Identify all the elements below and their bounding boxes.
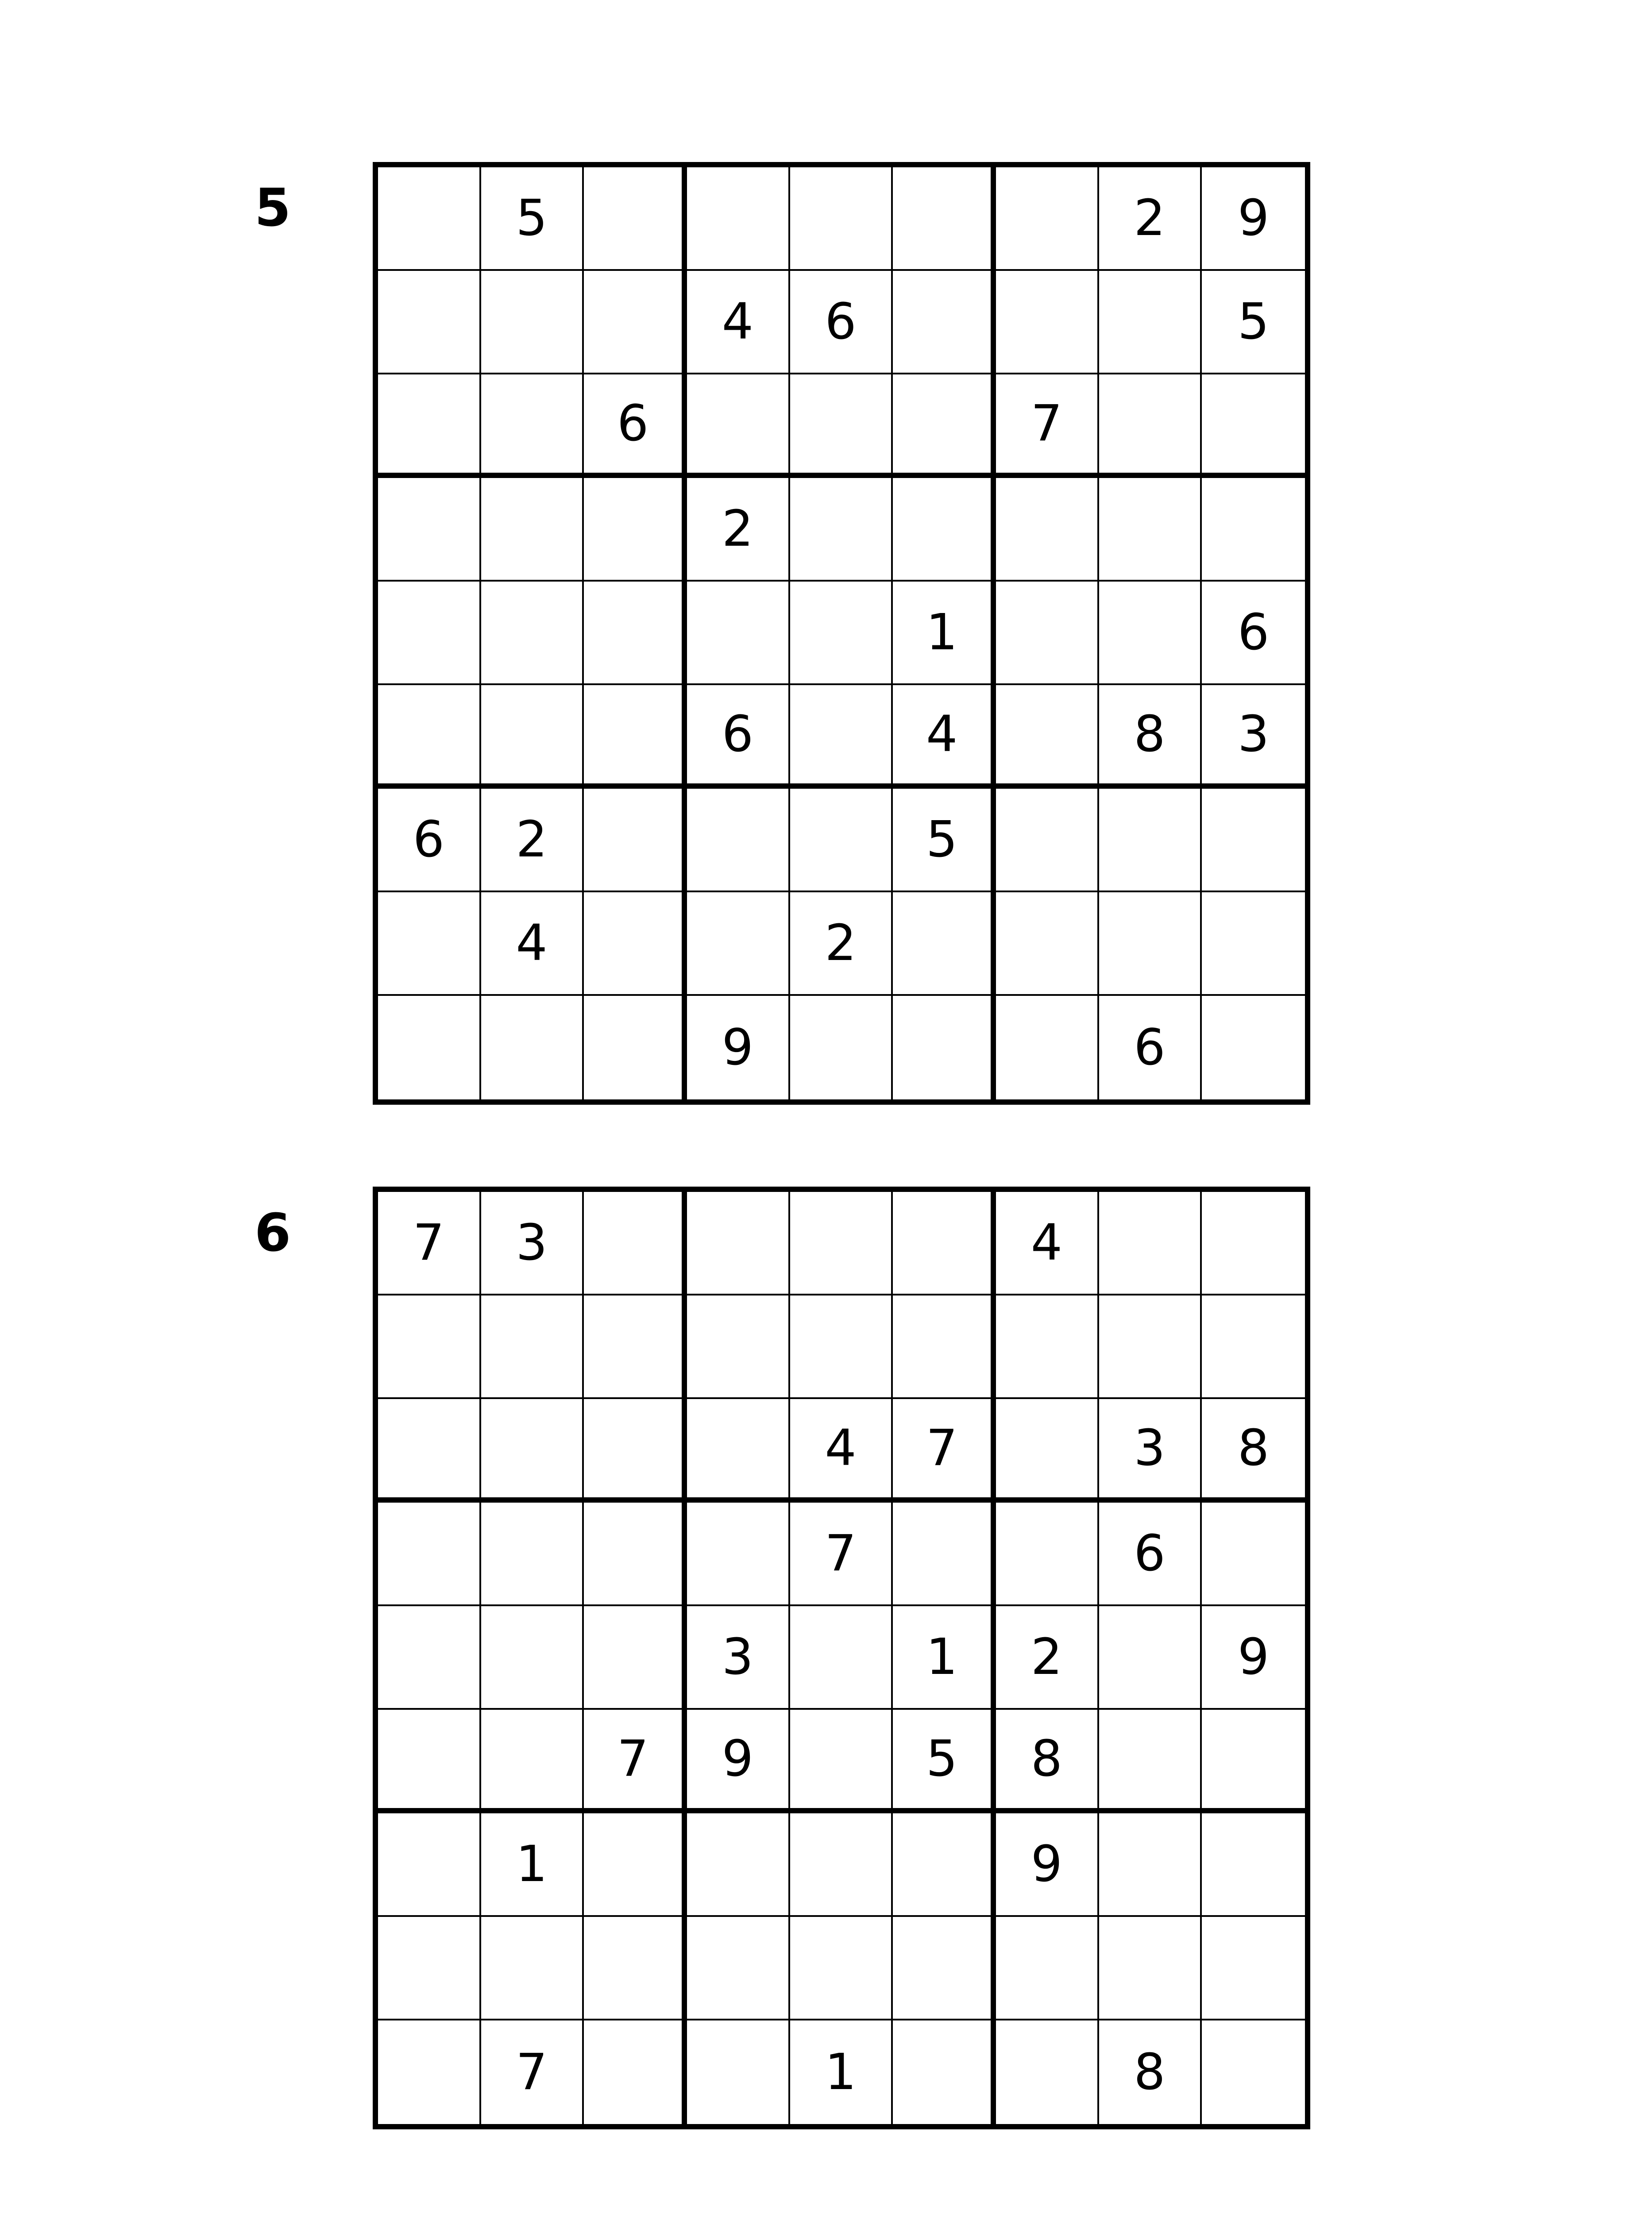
- sudoku-cell[interactable]: [790, 582, 893, 685]
- sudoku-cell[interactable]: 3: [1202, 685, 1305, 789]
- sudoku-cell[interactable]: [996, 478, 1099, 582]
- sudoku-cell[interactable]: 1: [790, 2020, 893, 2124]
- sudoku-cell[interactable]: [996, 1295, 1099, 1399]
- sudoku-cell[interactable]: [996, 1399, 1099, 1503]
- sudoku-cell[interactable]: 1: [481, 1813, 584, 1917]
- sudoku-cell[interactable]: [378, 1917, 481, 2020]
- sudoku-cell[interactable]: [378, 582, 481, 685]
- sudoku-cell[interactable]: [893, 996, 996, 1099]
- sudoku-cell[interactable]: [893, 1192, 996, 1295]
- sudoku-cell[interactable]: 2: [1099, 167, 1202, 271]
- sudoku-cell[interactable]: [481, 1606, 584, 1710]
- sudoku-cell[interactable]: [996, 271, 1099, 374]
- sudoku-cell[interactable]: [481, 685, 584, 789]
- sudoku-cell[interactable]: [893, 271, 996, 374]
- sudoku-cell[interactable]: [378, 1399, 481, 1503]
- sudoku-cell[interactable]: [996, 892, 1099, 996]
- sudoku-cell[interactable]: [996, 582, 1099, 685]
- sudoku-cell[interactable]: [1202, 996, 1305, 1099]
- sudoku-cell[interactable]: [893, 1917, 996, 2020]
- sudoku-cell[interactable]: [893, 2020, 996, 2124]
- sudoku-cell[interactable]: [893, 1295, 996, 1399]
- sudoku-cell[interactable]: [378, 1503, 481, 1606]
- sudoku-cell[interactable]: 2: [790, 892, 893, 996]
- sudoku-cell[interactable]: [790, 478, 893, 582]
- sudoku-cell[interactable]: 9: [1202, 1606, 1305, 1710]
- sudoku-cell[interactable]: 9: [687, 996, 790, 1099]
- sudoku-cell[interactable]: [481, 996, 584, 1099]
- sudoku-cell[interactable]: [790, 1192, 893, 1295]
- sudoku-cell[interactable]: [378, 271, 481, 374]
- sudoku-cell[interactable]: [481, 271, 584, 374]
- sudoku-cell[interactable]: 7: [584, 1710, 687, 1813]
- sudoku-cell[interactable]: [1099, 582, 1202, 685]
- sudoku-cell[interactable]: [893, 892, 996, 996]
- sudoku-cell[interactable]: [687, 1192, 790, 1295]
- sudoku-cell[interactable]: [687, 1917, 790, 2020]
- sudoku-cell[interactable]: [378, 1710, 481, 1813]
- sudoku-cell[interactable]: [790, 1710, 893, 1813]
- sudoku-cell[interactable]: 2: [687, 478, 790, 582]
- sudoku-cell[interactable]: 5: [893, 789, 996, 892]
- sudoku-cell[interactable]: 9: [996, 1813, 1099, 1917]
- sudoku-cell[interactable]: [584, 271, 687, 374]
- sudoku-cell[interactable]: [584, 1192, 687, 1295]
- sudoku-cell[interactable]: [378, 996, 481, 1099]
- sudoku-cell[interactable]: [1202, 1503, 1305, 1606]
- sudoku-cell[interactable]: 6: [1099, 1503, 1202, 1606]
- sudoku-cell[interactable]: [481, 1295, 584, 1399]
- puzzle-number: 6: [255, 1202, 291, 1263]
- sudoku-cell[interactable]: [481, 1710, 584, 1813]
- sudoku-cell[interactable]: [687, 2020, 790, 2124]
- sudoku-cell[interactable]: [378, 892, 481, 996]
- sudoku-cell[interactable]: 7: [790, 1503, 893, 1606]
- sudoku-cell[interactable]: [584, 478, 687, 582]
- sudoku-cell[interactable]: 6: [1099, 996, 1202, 1099]
- sudoku-cell[interactable]: [687, 582, 790, 685]
- sudoku-cell[interactable]: [1202, 374, 1305, 478]
- sudoku-cell[interactable]: 9: [1202, 167, 1305, 271]
- sudoku-cell[interactable]: 2: [481, 789, 584, 892]
- sudoku-cell[interactable]: [1202, 1295, 1305, 1399]
- sudoku-cell[interactable]: 3: [687, 1606, 790, 1710]
- sudoku-cell[interactable]: 6: [790, 271, 893, 374]
- sudoku-cell[interactable]: 4: [687, 271, 790, 374]
- sudoku-cell[interactable]: 5: [481, 167, 584, 271]
- sudoku-cell[interactable]: 4: [481, 892, 584, 996]
- sudoku-cell[interactable]: [790, 1813, 893, 1917]
- sudoku-cell[interactable]: 6: [1202, 582, 1305, 685]
- sudoku-cell[interactable]: [481, 582, 584, 685]
- sudoku-cell[interactable]: [481, 1917, 584, 2020]
- sudoku-cell[interactable]: [1099, 271, 1202, 374]
- sudoku-cell[interactable]: [378, 374, 481, 478]
- sudoku-cell[interactable]: [790, 996, 893, 1099]
- sudoku-cell[interactable]: [1099, 1606, 1202, 1710]
- sudoku-cell[interactable]: [378, 1606, 481, 1710]
- sudoku-cell[interactable]: [378, 1295, 481, 1399]
- sudoku-cell[interactable]: [584, 167, 687, 271]
- sudoku-cell[interactable]: [893, 167, 996, 271]
- sudoku-cell[interactable]: [584, 1399, 687, 1503]
- sudoku-cell[interactable]: [790, 167, 893, 271]
- sudoku-cell[interactable]: [1202, 1917, 1305, 2020]
- sudoku-cell[interactable]: [584, 685, 687, 789]
- sudoku-cell[interactable]: [1202, 789, 1305, 892]
- sudoku-cell[interactable]: [1099, 1295, 1202, 1399]
- sudoku-cell[interactable]: [790, 685, 893, 789]
- sudoku-cell[interactable]: [1202, 478, 1305, 582]
- sudoku-cell[interactable]: [584, 1813, 687, 1917]
- sudoku-cell[interactable]: [378, 167, 481, 271]
- sudoku-cell[interactable]: 4: [893, 685, 996, 789]
- sudoku-cell[interactable]: [584, 789, 687, 892]
- sudoku-cell[interactable]: 6: [378, 789, 481, 892]
- sudoku-cell[interactable]: [1099, 789, 1202, 892]
- sudoku-cell[interactable]: [996, 2020, 1099, 2124]
- sudoku-cell[interactable]: [996, 685, 1099, 789]
- sudoku-cell[interactable]: [893, 478, 996, 582]
- sudoku-cell[interactable]: [687, 1813, 790, 1917]
- sudoku-cell[interactable]: [378, 2020, 481, 2124]
- sudoku-cell[interactable]: [481, 1503, 584, 1606]
- sudoku-cell[interactable]: 7: [378, 1192, 481, 1295]
- sudoku-cell[interactable]: 8: [1202, 1399, 1305, 1503]
- sudoku-cell[interactable]: [790, 789, 893, 892]
- sudoku-cell[interactable]: [584, 892, 687, 996]
- sudoku-cell[interactable]: 6: [584, 374, 687, 478]
- puzzle-number: 5: [255, 177, 291, 238]
- sudoku-cell[interactable]: [584, 1295, 687, 1399]
- sudoku-cell[interactable]: [1099, 1917, 1202, 2020]
- sudoku-board: [373, 1187, 1310, 2129]
- sudoku-cell[interactable]: [584, 1917, 687, 2020]
- sudoku-cell[interactable]: 2: [996, 1606, 1099, 1710]
- sudoku-cell[interactable]: [1099, 374, 1202, 478]
- sudoku-cell[interactable]: [996, 167, 1099, 271]
- sudoku-cell[interactable]: [1202, 1710, 1305, 1813]
- sudoku-cell[interactable]: [1099, 1710, 1202, 1813]
- sudoku-cell[interactable]: [584, 1606, 687, 1710]
- sudoku-cell[interactable]: [687, 892, 790, 996]
- sudoku-cell[interactable]: 8: [1099, 685, 1202, 789]
- sudoku-cell[interactable]: 4: [790, 1399, 893, 1503]
- sudoku-cell[interactable]: [584, 582, 687, 685]
- sudoku-cell[interactable]: 8: [996, 1710, 1099, 1813]
- sudoku-cell[interactable]: [584, 1503, 687, 1606]
- sudoku-cell[interactable]: [687, 789, 790, 892]
- sudoku-cell[interactable]: [996, 996, 1099, 1099]
- sudoku-cell[interactable]: [378, 685, 481, 789]
- sudoku-cell[interactable]: [1099, 892, 1202, 996]
- sudoku-cell[interactable]: [1202, 892, 1305, 996]
- sudoku-cell[interactable]: 3: [481, 1192, 584, 1295]
- sudoku-cell[interactable]: 8: [1099, 2020, 1202, 2124]
- sudoku-cell[interactable]: [1099, 478, 1202, 582]
- sudoku-cell[interactable]: [687, 1503, 790, 1606]
- sudoku-cell[interactable]: [481, 478, 584, 582]
- sudoku-cell[interactable]: [584, 2020, 687, 2124]
- sudoku-board: [373, 162, 1310, 1105]
- sudoku-cell[interactable]: 7: [996, 374, 1099, 478]
- sudoku-cell[interactable]: 4: [996, 1192, 1099, 1295]
- sudoku-cell[interactable]: [481, 1399, 584, 1503]
- sudoku-cell[interactable]: [790, 1917, 893, 2020]
- sudoku-cell[interactable]: 5: [1202, 271, 1305, 374]
- sudoku-cell[interactable]: [893, 1813, 996, 1917]
- sudoku-cell[interactable]: [790, 1606, 893, 1710]
- sudoku-cell[interactable]: [996, 789, 1099, 892]
- sudoku-cell[interactable]: 7: [481, 2020, 584, 2124]
- sudoku-cell[interactable]: [790, 374, 893, 478]
- sudoku-cell[interactable]: [790, 1295, 893, 1399]
- sudoku-cell[interactable]: [1202, 1813, 1305, 1917]
- sudoku-cell[interactable]: [1202, 1192, 1305, 1295]
- sudoku-cell[interactable]: [584, 996, 687, 1099]
- sudoku-cell[interactable]: [687, 167, 790, 271]
- sudoku-cell[interactable]: [687, 374, 790, 478]
- sudoku-cell[interactable]: [996, 1503, 1099, 1606]
- sudoku-cell[interactable]: 6: [687, 685, 790, 789]
- sudoku-cell[interactable]: [378, 478, 481, 582]
- sudoku-cell[interactable]: [996, 1917, 1099, 2020]
- sudoku-cell[interactable]: 3: [1099, 1399, 1202, 1503]
- sudoku-cell[interactable]: [893, 1503, 996, 1606]
- sudoku-cell[interactable]: 7: [893, 1399, 996, 1503]
- sudoku-cell[interactable]: 9: [687, 1710, 790, 1813]
- sudoku-cell[interactable]: [687, 1399, 790, 1503]
- sudoku-cell[interactable]: [1202, 2020, 1305, 2124]
- sudoku-cell[interactable]: [378, 1813, 481, 1917]
- sudoku-cell[interactable]: 1: [893, 582, 996, 685]
- sudoku-cell[interactable]: [1099, 1813, 1202, 1917]
- sudoku-cell[interactable]: [893, 374, 996, 478]
- sudoku-cell[interactable]: 5: [893, 1710, 996, 1813]
- sudoku-cell[interactable]: [1099, 1192, 1202, 1295]
- sudoku-cell[interactable]: [481, 374, 584, 478]
- sudoku-cell[interactable]: 1: [893, 1606, 996, 1710]
- sudoku-cell[interactable]: [687, 1295, 790, 1399]
